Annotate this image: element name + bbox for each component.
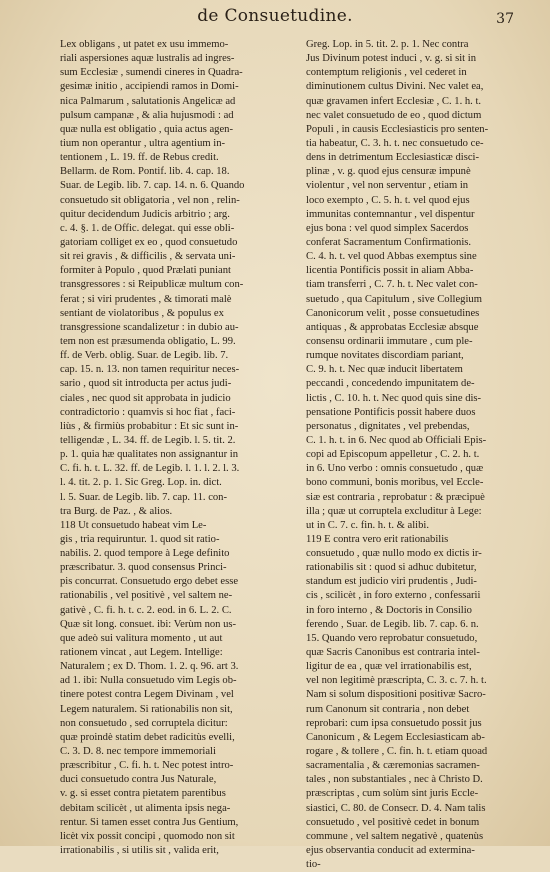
text-line: ut in C. 7. c. fin. h. t. & alibi. [306, 519, 429, 531]
text-line: gis , tria requiruntur. 1. quod sit ratio- [60, 533, 220, 545]
text-line: Canonicum , & Legem Ecclesiasticam ab- [306, 731, 485, 743]
text-line: Jus Divinum potest induci , v. g. si sit in [306, 53, 476, 65]
text-line: Greg. Lop. in 5. tit. 2. p. 1. Nec contra [306, 39, 469, 50]
text-line: que adeò sui valitura momento , ut aut [60, 632, 223, 644]
text-line: præscribatur. 3. quod consensus Princi- [60, 562, 227, 574]
text-line: personatus , dignitates , vel prebendas, [306, 420, 470, 432]
text-line: præscriptas , cum solùm sint juris Eccle- [306, 788, 479, 800]
text-line: consuetudo , quæ nullo modo ex dictis ir- [306, 548, 482, 560]
text-line: C. 1. h. t. in 6. Nec quod ab Officiali Epis- [306, 434, 487, 446]
text-line: loco exempto , C. 5. h. t. vel quod ejus [306, 194, 470, 206]
text-line: in foro interno , & Doctoris in Consilio [306, 604, 472, 616]
text-line: standum est judicio viri prudentis , Judi- [306, 576, 477, 588]
text-line: pis concurrat. Consuetudo ergo debet esse [60, 576, 239, 588]
text-line: c. 4. §. 1. de Offic. delegat. qui esse obli- [60, 222, 235, 234]
text-line: telligendæ , L. 34. ff. de Legib. l. 5. tit. 2. [60, 434, 236, 446]
text-line: reprobari: cum ipsa consuetudo possit jus [306, 717, 482, 729]
text-line: consensu ordinarii immutare , cum ple- [306, 335, 473, 347]
text-line: liùs , & firmiùs probabitur : Et sic sunt in- [60, 420, 239, 432]
text-line: C. 9. h. t. Nec quæ inducit libertatem [306, 364, 463, 376]
text-line: transgressores : si Reipublicæ multum con- [60, 279, 244, 291]
right-text-column [306, 38, 542, 872]
text-line: quæ proindè statim debet radicitùs evelli, [60, 731, 235, 743]
text-line: Legem naturalem. Si rationabilis non sit, [60, 703, 233, 715]
text-line: ff. de Verb. oblig. Suar. de Legib. lib. 7. [60, 350, 229, 362]
text-line: quæ nulla est obligatio , quia actus agen- [60, 123, 233, 135]
text-line: gesimæ initio , accipiendi ramos in Domi- [60, 81, 239, 93]
text-line: quæ gravamen infert Ecclesiæ , C. 1. h. t. [306, 95, 482, 107]
text-line: licentia Pontificis possit in aliam Abba- [306, 265, 474, 277]
text-line: quæ Sacris Canonibus est contraria intel- [306, 647, 480, 659]
text-line: violentur , vel non serventur , etiam in [306, 180, 469, 192]
text-line: peccandi , concedendo impunitatem de- [306, 378, 475, 390]
text-line: ligitur de ea , quæ vel irrationabilis est, [306, 661, 472, 673]
text-line: Nam si solum dispositioni positivæ Sacro- [306, 689, 486, 701]
text-line: non consuetudo , sed corruptela dicitur: [60, 717, 228, 729]
text-line: gatoriam colliget ex eo , quod consuetudo [60, 236, 238, 248]
text-line: nabilis. 2. quod tempore à Lege definito [60, 548, 230, 560]
text-line: nica Palmarum , salutationis Angelicæ ad [60, 95, 236, 107]
text-line: tra Burg. de Paz. , & alios. [60, 505, 173, 517]
text-line: 118 Ut consuetudo habeat vim Le- [60, 519, 207, 531]
text-line: præscribitur , C. fi. h. t. Nec potest intro- [60, 760, 234, 772]
text-line: illa ; quæ ut corruptela excluditur à Lege: [306, 505, 482, 517]
text-line: pulsum campanæ , & alia hujusmodi : ad [60, 109, 234, 121]
text-line: rum Canonum sit contraria , non debet [306, 703, 470, 715]
text-line: vel non legitimè præscripta, C. 3. c. 7. h. t. [306, 675, 487, 687]
text-line: Populi , in causis Ecclesiasticis pro senten- [306, 123, 489, 135]
text-line: ad 1. ibi: Nulla consuetudo vim Legis ob- [60, 675, 237, 687]
text-line: gativè , C. fi. h. t. c. 2. eod. in 6. L. 2. C. [60, 604, 232, 616]
text-line: rogare , & tollere , C. fin. h. t. etiam quoad [306, 746, 488, 758]
text-line: plinæ , v. g. quod ejus censuræ impunè [306, 166, 471, 178]
text-line: Bellarm. de Rom. Pontif. lib. 4. cap. 18. [60, 166, 230, 178]
text-line: Canonicorum velit , posse consuetudines [306, 307, 480, 319]
text-line: ferendo , Suar. de Legib. lib. 7. cap. 6. n. [306, 618, 479, 630]
text-line: antiquas , & approbatas Ecclesiæ absque [306, 321, 479, 333]
text-line: sentiant de violatoribus , & populus ex [60, 307, 224, 319]
text-line: riali aspersiones aquæ lustralis ad ingres- [60, 53, 235, 65]
text-line: ferat ; si viri prudentes , & timorati malè [60, 293, 232, 305]
text-line: diminutionem cultus Divini. Nec valet ea, [306, 81, 484, 93]
text-line: C. 3. D. 8. nec tempore immemoriali [60, 746, 216, 758]
text-line: C. fi. h. t. L. 32. ff. de Legib. l. 1. l. 2. l. 3. [60, 463, 240, 475]
text-line: lictis , C. 10. h. t. Nec quod quis sine dis- [306, 392, 482, 404]
text-line: in 6. Uno verbo : omnis consuetudo , quæ [306, 463, 484, 475]
text-line: bono communi, bonis moribus, vel Eccle- [306, 477, 484, 489]
text-line: C. 4. h. t. vel quod Abbas exemptus sine [306, 251, 477, 263]
text-line: cap. 15. n. 13. non tamen requiritur neces- [60, 364, 240, 376]
text-line: tales , non substantiales , nec à Christo D. [306, 774, 483, 786]
text-line: Naturalem ; ex D. Thom. 1. 2. q. 96. art 3. [60, 661, 239, 673]
text-line: rationem vincat , aut Legem. Intellige: [60, 647, 223, 659]
text-line: sario , quod sit introducta per actus judi- [60, 378, 232, 390]
text-line: 15. Quando vero reprobatur consuetudo, [306, 632, 478, 644]
text-line: sit rei gravis , & difficilis , & servata uni- [60, 251, 236, 263]
text-line: duci consuetudo contra Jus Naturale, [60, 774, 217, 786]
text-line: tium non operantur , ultra agentium in- [60, 137, 226, 149]
text-line: p. 1. quia hæ qualitates non assignantur in [60, 449, 239, 461]
text-line: rentur. Si tamen esset contra Jus Gentium, [60, 816, 239, 828]
text-line: licèt vix possit concipi , quomodo non sit [60, 830, 235, 842]
text-line: debitam scilicèt , ut alimenta ipsis nega- [60, 802, 231, 814]
text-line: tiam transferri , C. 7. h. t. Nec valet con- [306, 279, 478, 291]
text-line: Quæ sit long. consuet. ibi: Verùm non us- [60, 618, 237, 630]
text-line: ejus bona : vel quod simplex Sacerdos [306, 222, 469, 234]
text-line: contemptum religionis , vel cederet in [306, 67, 467, 79]
text-line: suetudo , qua Capitulum , sive Collegium [306, 293, 482, 305]
text-line: v. g. si esset contra pietatem parentibus [60, 788, 226, 800]
left-text-column [60, 38, 296, 858]
text-line: commune , vel saltem negativè , quatenùs [306, 830, 484, 842]
text-line: l. 4. tit. 2. p. 1. Sic Greg. Lop. in. dict. [60, 477, 222, 489]
text-line: rumque novitates discordiam pariant, [306, 350, 464, 362]
text-line: Lex obligans , ut patet ex usu immemo- [60, 39, 229, 50]
text-line: pensatione Pontificis possit habere duos [306, 406, 476, 418]
text-line: dens in detrimentum Ecclesiasticæ disci- [306, 152, 479, 164]
text-line: tentionem , L. 19. ff. de Rebus credit. [60, 152, 219, 164]
text-line: siæ est contraria , reprobatur : & præcipuè [306, 491, 485, 503]
text-line: formiter à Populo , quod Prælati puniant [60, 265, 231, 277]
text-line: sum Ecclesiæ , sumendi cineres in Quadra- [60, 67, 243, 79]
text-line: ejus observantia conducit ad extermina- [306, 845, 475, 857]
text-line: irrationabilis , si utilis sit , valida erit, [60, 845, 219, 857]
text-line: tem non est præsumenda obligatio, L. 99. [60, 335, 236, 347]
text-line: conferat Sacramentum Confirmationis. [306, 236, 472, 248]
text-line: immunitas contemnantur , vel dispentur [306, 208, 475, 220]
text-line: sacramentalia , & cæremonias sacramen- [306, 760, 480, 772]
text-line: rationabilis sit : quod si adhuc dubitetur, [306, 562, 477, 574]
text-line: Suar. de Legib. lib. 7. cap. 14. n. 6. Quando [60, 180, 245, 192]
text-line: tia habeatur, C. 3. h. t. nec consuetudo ce- [306, 137, 484, 149]
text-line: nec valet consuetudo de eo , quod dictum [306, 109, 482, 121]
text-line: tio- [306, 859, 321, 871]
text-line: siastici, C. 80. de Consecr. D. 4. Nam talis [306, 802, 486, 814]
text-line: rationabilis , vel positivè , vel saltem ne- [60, 590, 233, 602]
text-line: consuetudo , vel positivè cedet in bonum [306, 816, 480, 828]
page-number: 37 [496, 11, 514, 27]
text-line: l. 5. Suar. de Legib. lib. 7. cap. 11. con- [60, 491, 228, 503]
text-line: tinere potest contra Legem Divinam , vel [60, 689, 234, 701]
text-line: consuetudo sit obligatoria , vel non , relin- [60, 194, 240, 206]
text-line: copi ad Episcopum appelletur , C. 2. h. t. [306, 449, 480, 461]
text-line: contradictorio : quamvis si hoc fiat , faci- [60, 406, 236, 418]
text-line: transgressione scandalizetur : in dubio au- [60, 321, 239, 333]
running-header: de Consuetudine. [197, 6, 353, 26]
text-line: quitur decidendum Judicis arbitrio ; arg. [60, 208, 230, 220]
text-line: cis , scilicèt , in foro externo , confessarii [306, 590, 481, 602]
text-line: 119 E contra vero erit rationabilis [306, 533, 449, 545]
text-line: ciales , nec quod sit approbata in judicio [60, 392, 231, 404]
